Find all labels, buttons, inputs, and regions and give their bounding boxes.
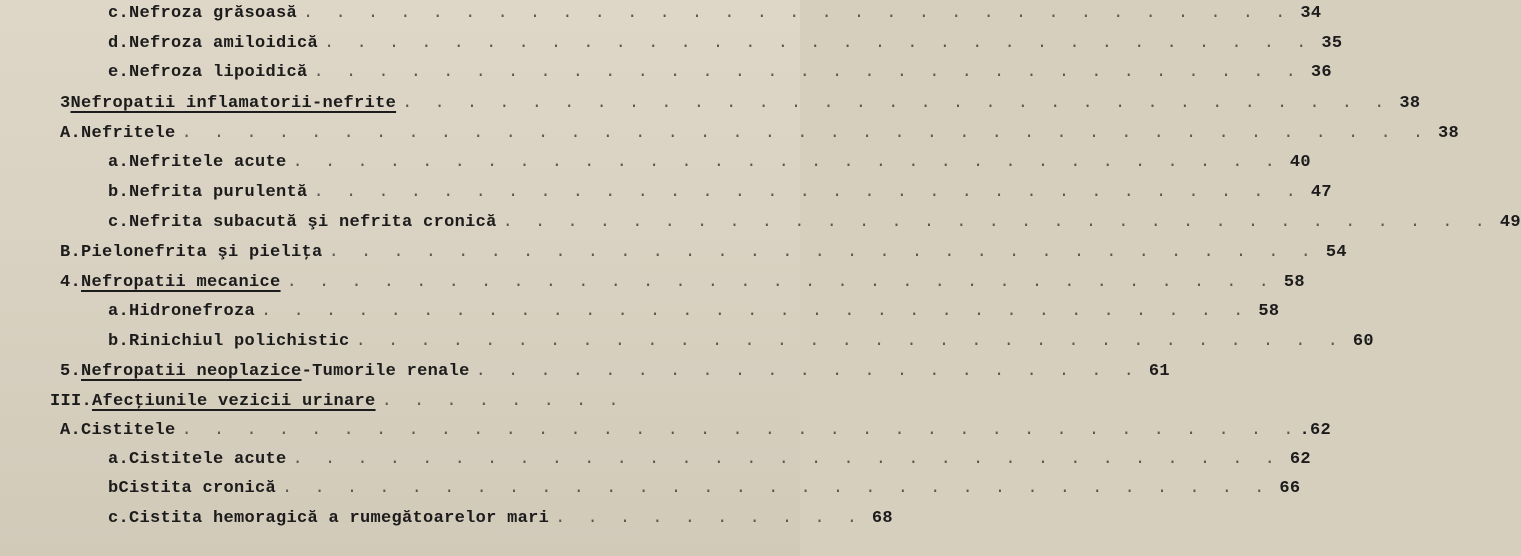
entry-page-number: 54 — [1325, 243, 1347, 262]
entry-number: III. — [50, 392, 93, 411]
entry-subtitle: -Tumorile renale — [301, 362, 470, 381]
dot-leader: . . . . . . . . . . . . . . . . . . . . . . . . . . . . . . . — [355, 332, 1344, 351]
entry-title: Pielonefrita şi pieliţa — [81, 243, 323, 262]
entry-page-number: 60 — [1352, 332, 1374, 351]
entry-number: b. — [108, 332, 130, 351]
entry-number: b — [108, 479, 119, 498]
entry-title: Cistitele acute — [129, 450, 287, 469]
entry-title: Nefropatii neoplazice — [81, 362, 302, 381]
entry-number: a. — [108, 302, 130, 321]
entry-number: 4. — [60, 273, 82, 292]
entry-page-number: 38 — [1399, 94, 1421, 113]
entry-title: Nefrita purulentă — [129, 183, 308, 202]
dot-leader: . . . . . . . . — [381, 392, 625, 411]
dot-leader: . . . . . . . . . . . . . . . . . . . . . . . . . . . . . . . — [261, 302, 1250, 321]
entry-title: Hidronefroza — [129, 302, 256, 321]
entry-page-number: 58 — [1258, 302, 1280, 321]
toc-entry — [108, 509, 893, 537]
entry-number: a. — [108, 153, 130, 172]
entry-page-number: 34 — [1300, 4, 1322, 23]
entry-page-number: 36 — [1310, 63, 1332, 82]
entry-number: B. — [60, 243, 82, 262]
entry-page-number: 68 — [871, 509, 893, 528]
entry-title: Nefroza lipoidică — [129, 63, 308, 82]
dot-leader: . . . . . . . . . . . . . . . . . . . . . — [475, 362, 1140, 381]
entry-title: Cistitele — [81, 421, 176, 440]
toc-entry — [108, 213, 1521, 241]
entry-number: 3 — [60, 94, 71, 113]
toc-entry — [50, 392, 625, 420]
entry-number: a. — [108, 450, 130, 469]
dot-leader: . . . . . . . . . . . . . . . . . . . . . . . . . . . . . . . — [324, 34, 1313, 53]
entry-page-number: 47 — [1310, 183, 1332, 202]
entry-number: A. — [60, 421, 82, 440]
dot-leader: . . . . . . . . . . . . . . . . . . . . . . . . . . . . . . . — [292, 450, 1281, 469]
entry-page-number: 40 — [1289, 153, 1311, 172]
entry-number: A. — [60, 124, 82, 143]
entry-page-number: 58 — [1283, 273, 1305, 292]
toc-entry — [60, 362, 1170, 390]
toc-entry — [108, 183, 1332, 211]
toc-entry — [60, 273, 1305, 301]
entry-title: Nefroza amiloidică — [129, 34, 319, 53]
dot-leader: . . . . . . . . . . . . . . . . . . . . . . . . . . . . . . . . . . . . . . . — [181, 124, 1430, 143]
entry-number: b. — [108, 183, 130, 202]
entry-page-number: 61 — [1148, 362, 1170, 381]
dot-leader: . . . . . . . . . . — [555, 509, 863, 528]
entry-page-number: 66 — [1279, 479, 1301, 498]
dot-leader: . . . . . . . . . . . . . . . . . . . . . . . . . . . . . . . — [328, 243, 1317, 262]
toc-entry — [60, 94, 1421, 122]
entry-number: e. — [108, 63, 130, 82]
toc-entry — [108, 63, 1332, 91]
entry-title: Nefritele acute — [129, 153, 287, 172]
entry-number: c. — [108, 509, 130, 528]
entry-page-number: 62 — [1289, 450, 1311, 469]
entry-page-number: 35 — [1321, 34, 1343, 53]
entry-number: c. — [108, 213, 130, 232]
toc-entry — [60, 421, 1331, 449]
entry-page-number: .62 — [1299, 421, 1331, 440]
toc-entry — [108, 450, 1311, 478]
toc-entry — [60, 124, 1460, 152]
dot-leader: . . . . . . . . . . . . . . . . . . . . . . . . . . . . . . . — [313, 183, 1302, 202]
entry-title: Cistita hemoragică a rumegătoarelor mari — [129, 509, 550, 528]
entry-number: 5. — [60, 362, 82, 381]
entry-title: Nefrita subacută şi nefrita cronică — [129, 213, 497, 232]
dot-leader: . . . . . . . . . . . . . . . . . . . . . . . . . . . . . . . — [286, 273, 1275, 292]
toc-entry — [60, 243, 1347, 271]
entry-title: Cistita cronică — [118, 479, 277, 498]
dot-leader: . . . . . . . . . . . . . . . . . . . . . . . . . . . . . . . — [402, 94, 1391, 113]
entry-title: Nefroza grăsoasă — [129, 4, 298, 23]
dot-leader: . . . . . . . . . . . . . . . . . . . . . . . . . . . . . . . — [502, 213, 1491, 232]
toc-entry — [108, 302, 1280, 330]
dot-leader: . . . . . . . . . . . . . . . . . . . . . . . . . . . . . . . — [313, 63, 1302, 82]
entry-title: Nefropatii mecanice — [81, 273, 281, 292]
toc-entry — [108, 479, 1301, 507]
toc-entry — [108, 4, 1322, 32]
entry-title: Afecţiunile vezicii urinare — [92, 392, 376, 411]
entry-number: c. — [108, 4, 130, 23]
entry-title: Nefritele — [81, 124, 176, 143]
dot-leader: . . . . . . . . . . . . . . . . . . . . . . . . . . . . . . . . . . . — [181, 421, 1300, 440]
entry-number: d. — [108, 34, 130, 53]
toc-entry — [108, 153, 1311, 181]
dot-leader: . . . . . . . . . . . . . . . . . . . . . . . . . . . . . . . — [303, 4, 1292, 23]
entry-title: Rinichiul polichistic — [129, 332, 350, 351]
entry-title: Nefropatii inflamatorii-nefrite — [70, 94, 397, 113]
dot-leader: . . . . . . . . . . . . . . . . . . . . . . . . . . . . . . . — [282, 479, 1271, 498]
toc-entry — [108, 34, 1343, 62]
dot-leader: . . . . . . . . . . . . . . . . . . . . . . . . . . . . . . . — [292, 153, 1281, 172]
entry-page-number: 49 — [1499, 213, 1521, 232]
entry-page-number: 38 — [1438, 124, 1460, 143]
toc-entry — [108, 332, 1374, 360]
